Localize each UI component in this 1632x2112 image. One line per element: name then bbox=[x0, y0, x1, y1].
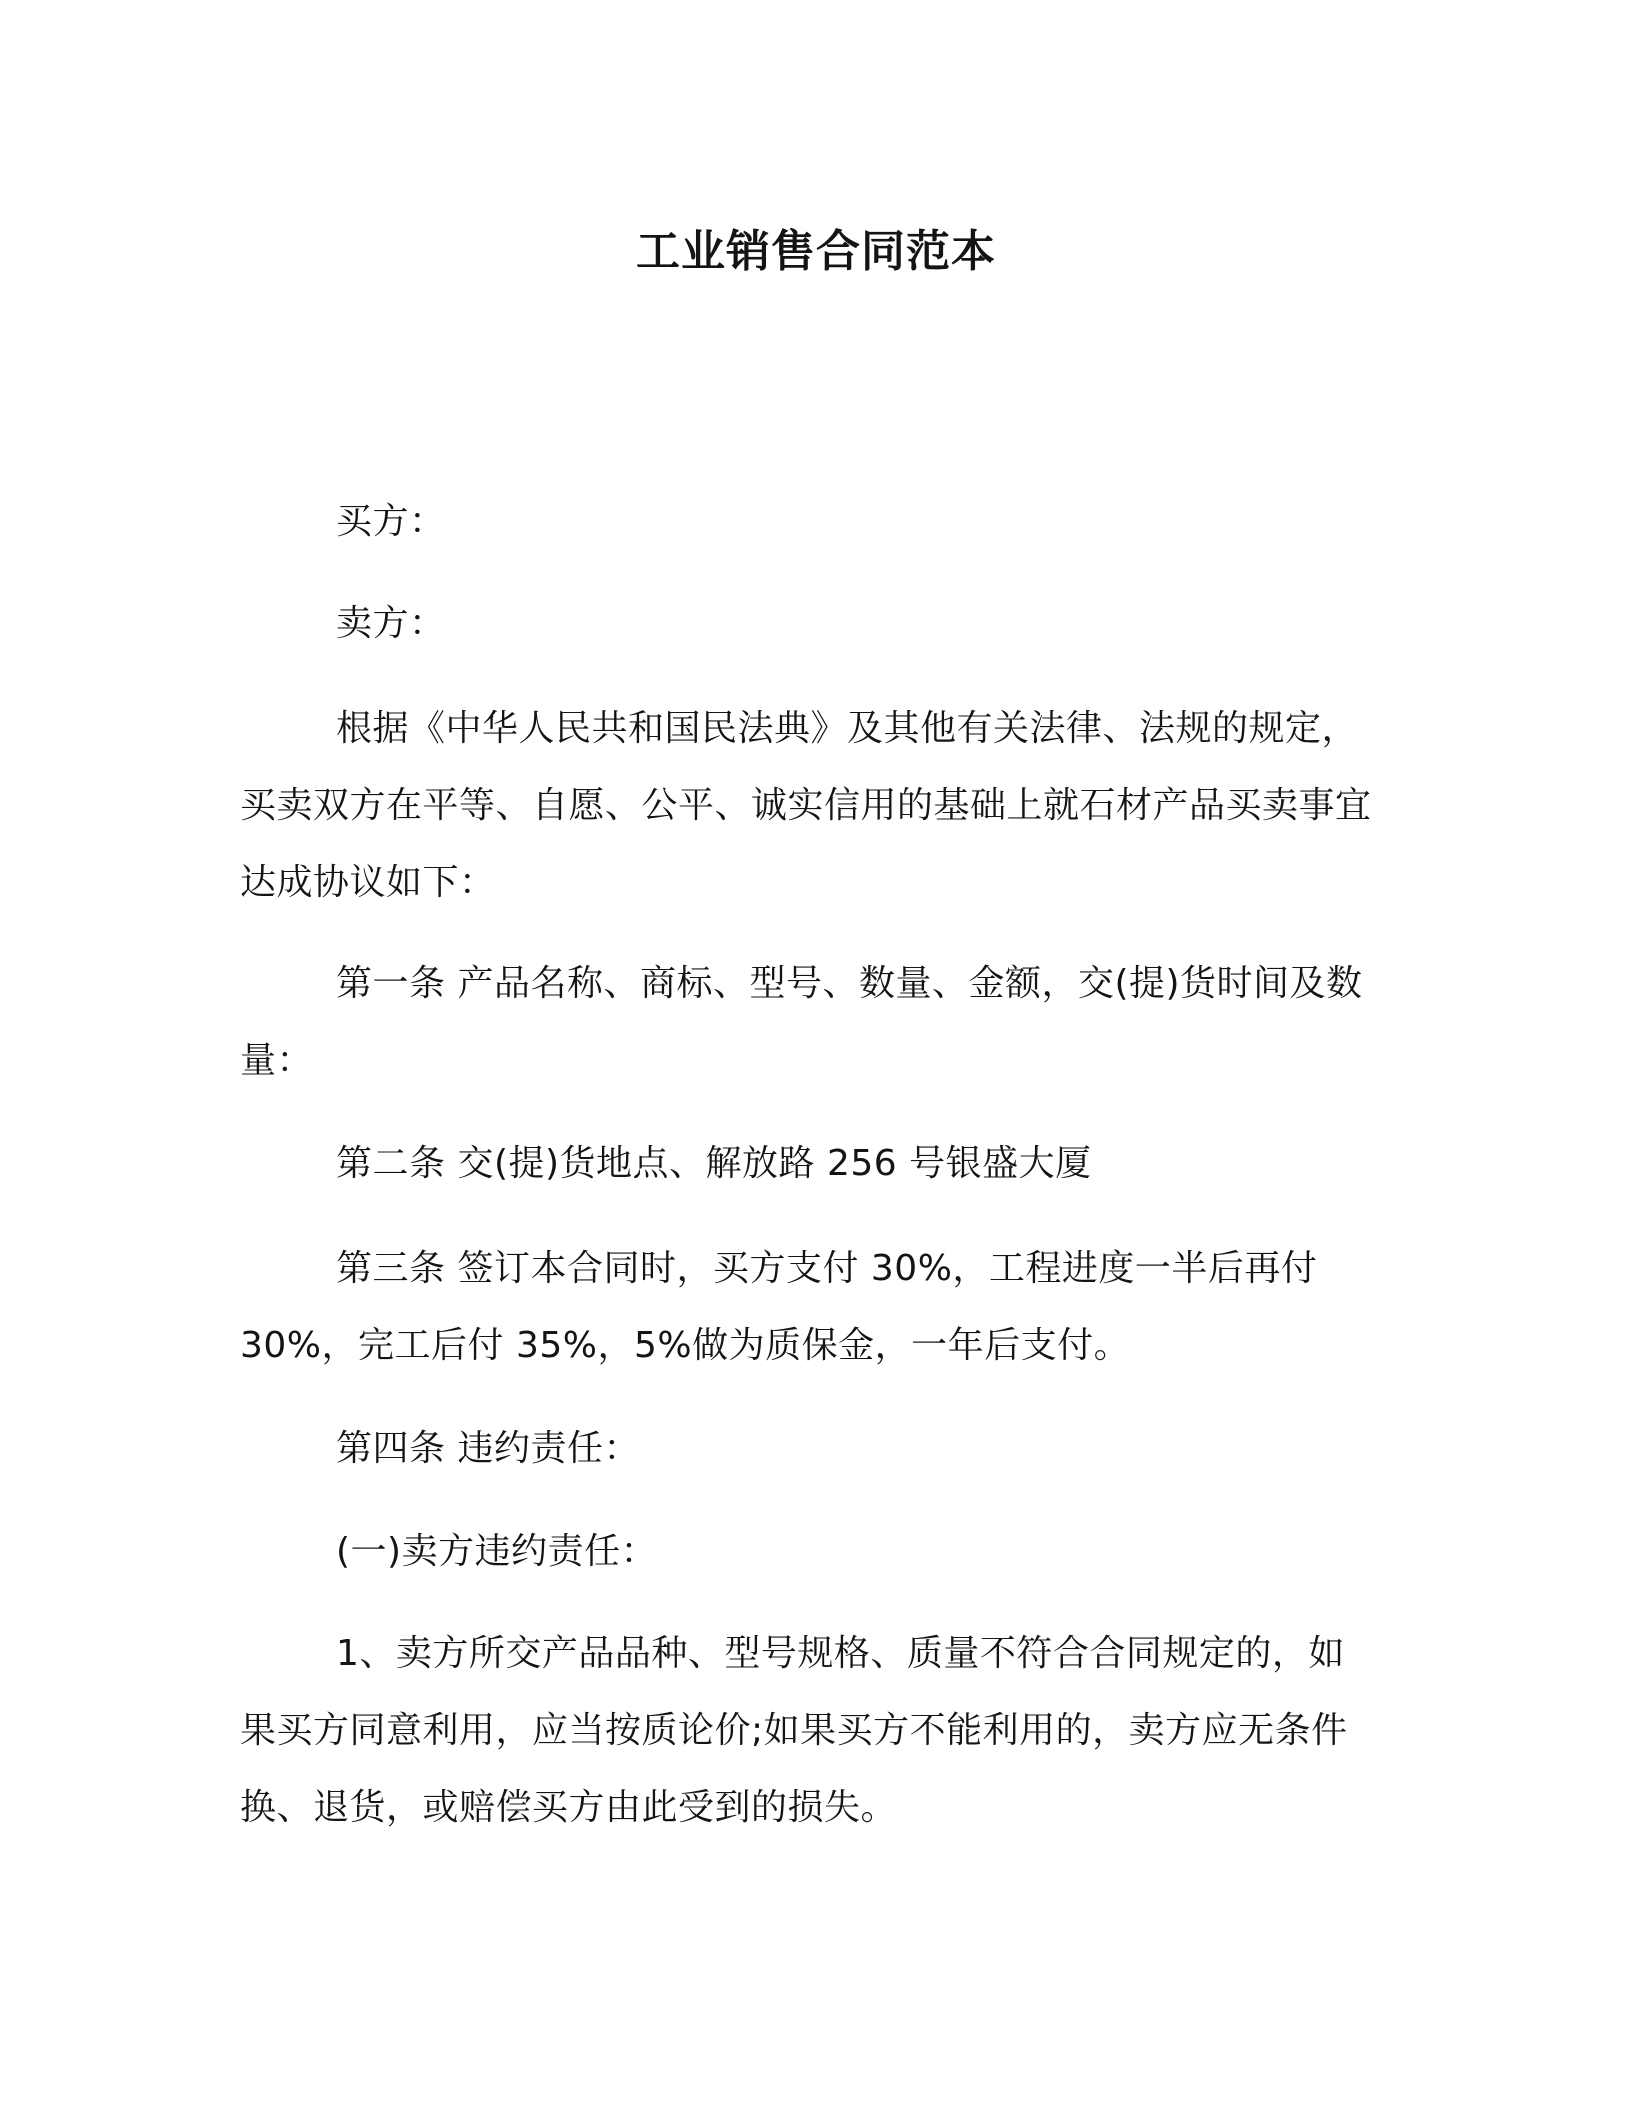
article-3-paragraph: 第三条 签订本合同时，买方支付 30%，工程进度一半后再付 30%，完工后付 35%，5%做为质保金，一年后支付。 bbox=[240, 1248, 1318, 1366]
clause-1-paragraph: 1、卖方所交产品品种、型号规格、质量不符合合同规定的，如果买方同意利用，应当按质论价;如果买方不能利用的，卖方应无条件换、退货，或赔偿买方由此受到的损失。 bbox=[240, 1633, 1348, 1828]
article-4-paragraph: 第四条 违约责任： bbox=[336, 1428, 640, 1469]
document-title: 工业销售合同范本 bbox=[636, 226, 996, 277]
article-2-paragraph: 第二条 交(提)货地点、解放路 256 号银盛大厦 bbox=[336, 1143, 1092, 1184]
seller-liability-heading: (一)卖方违约责任： bbox=[336, 1531, 658, 1572]
preamble-paragraph: 根据《中华人民共和国民法典》及其他有关法律、法规的规定，买卖双方在平等、自愿、公平、诚实信用的基础上就石材产品买卖事宜达成协议如下： bbox=[240, 708, 1372, 903]
seller-line: 卖方： bbox=[336, 603, 446, 644]
article-1-paragraph: 第一条 产品名称、商标、型号、数量、金额，交(提)货时间及数量： bbox=[240, 963, 1363, 1081]
buyer-line: 买方： bbox=[336, 501, 446, 542]
